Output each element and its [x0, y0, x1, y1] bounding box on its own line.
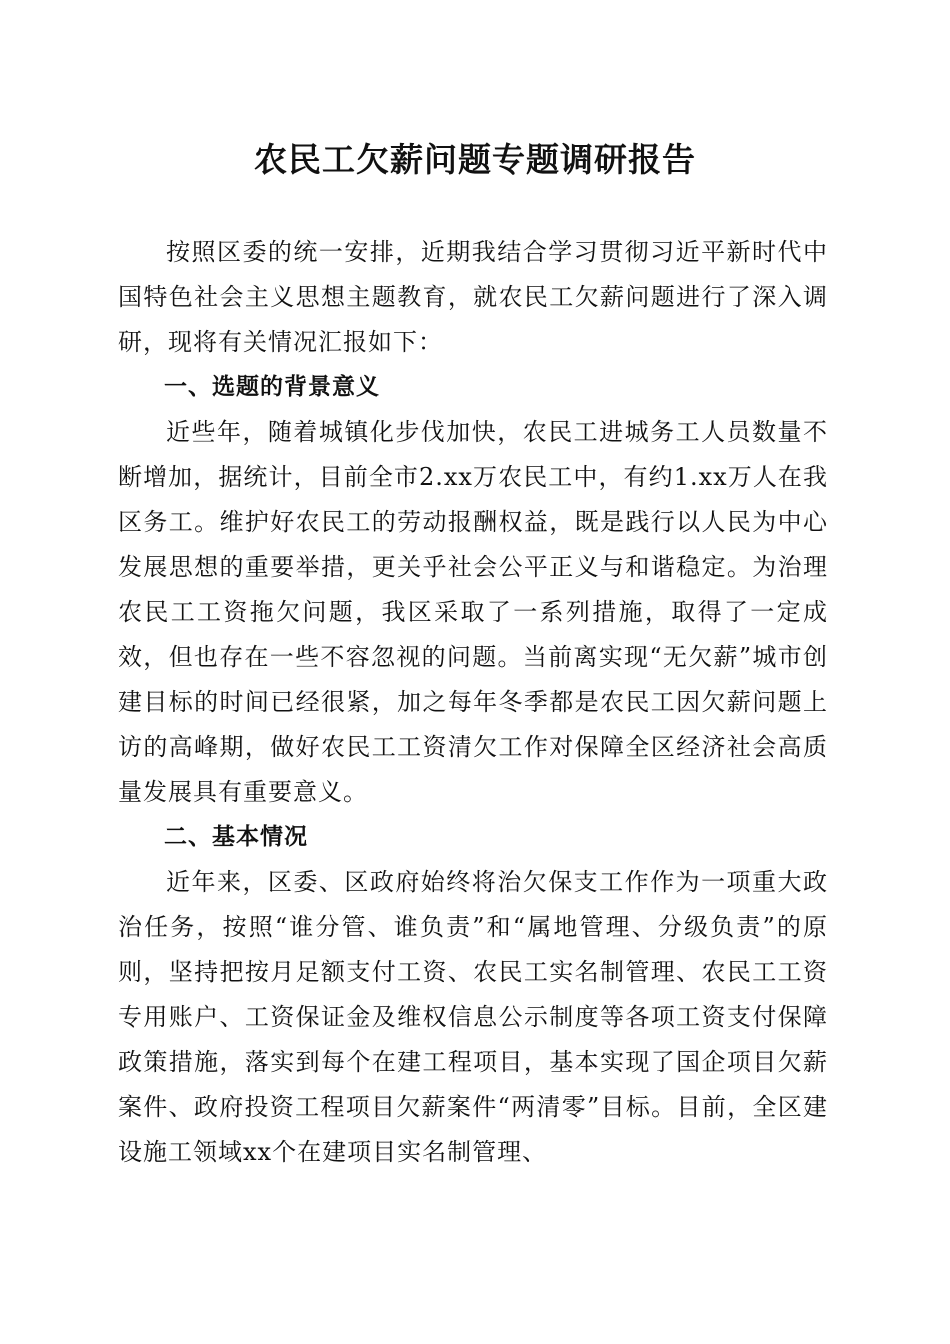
section-heading-basic-situation: 二、基本情况 [164, 824, 308, 850]
document-title: 农民工欠薪问题专题调研报告 [254, 140, 696, 179]
intro-paragraph: 按照区委的统一安排，近期我结合学习贯彻习近平新时代中国特色社会主义思想主题教育，就农民工欠薪问题进行了深入调研，现将有关情况汇报如下： [118, 238, 828, 356]
section-heading-background: 一、选题的背景意义 [164, 374, 380, 400]
section-paragraph-basic-situation: 近年来，区委、区政府始终将治欠保支工作作为一项重大政治任务，按照“谁分管、谁负责”和“属地管理、分级负责”的原则，坚持把按月足额支付工资、农民工实名制管理、农民工工资专用账户、工资保证金及维权信息公示制度等各项工资支付保障政策措施，落实到每个在建工程项目，基本实现了国企项目欠薪案件、政府投资工程项目欠薪案件“两清零”目标。目前，全区建设施工领域xx个在建项目实名制管理、 [118, 868, 828, 1166]
section-paragraph-background: 近些年，随着城镇化步伐加快，农民工进城务工人员数量不断增加，据统计，目前全市2.xx万农民工中，有约1.xx万人在我区务工。维护好农民工的劳动报酬权益，既是践行以人民为中心发展思想的重要举措，更关乎社会公平正义与和谐稳定。为治理农民工工资拖欠问题，我区采取了一系列措施，取得了一定成效，但也存在一些不容忽视的问题。当前离实现“无欠薪”城市创建目标的时间已经很紧，加之每年冬季都是农民工因欠薪问题上访的高峰期，做好农民工工资清欠工作对保障全区经济社会高质量发展具有重要意义。 [118, 418, 828, 806]
document-body [118, 230, 828, 1175]
